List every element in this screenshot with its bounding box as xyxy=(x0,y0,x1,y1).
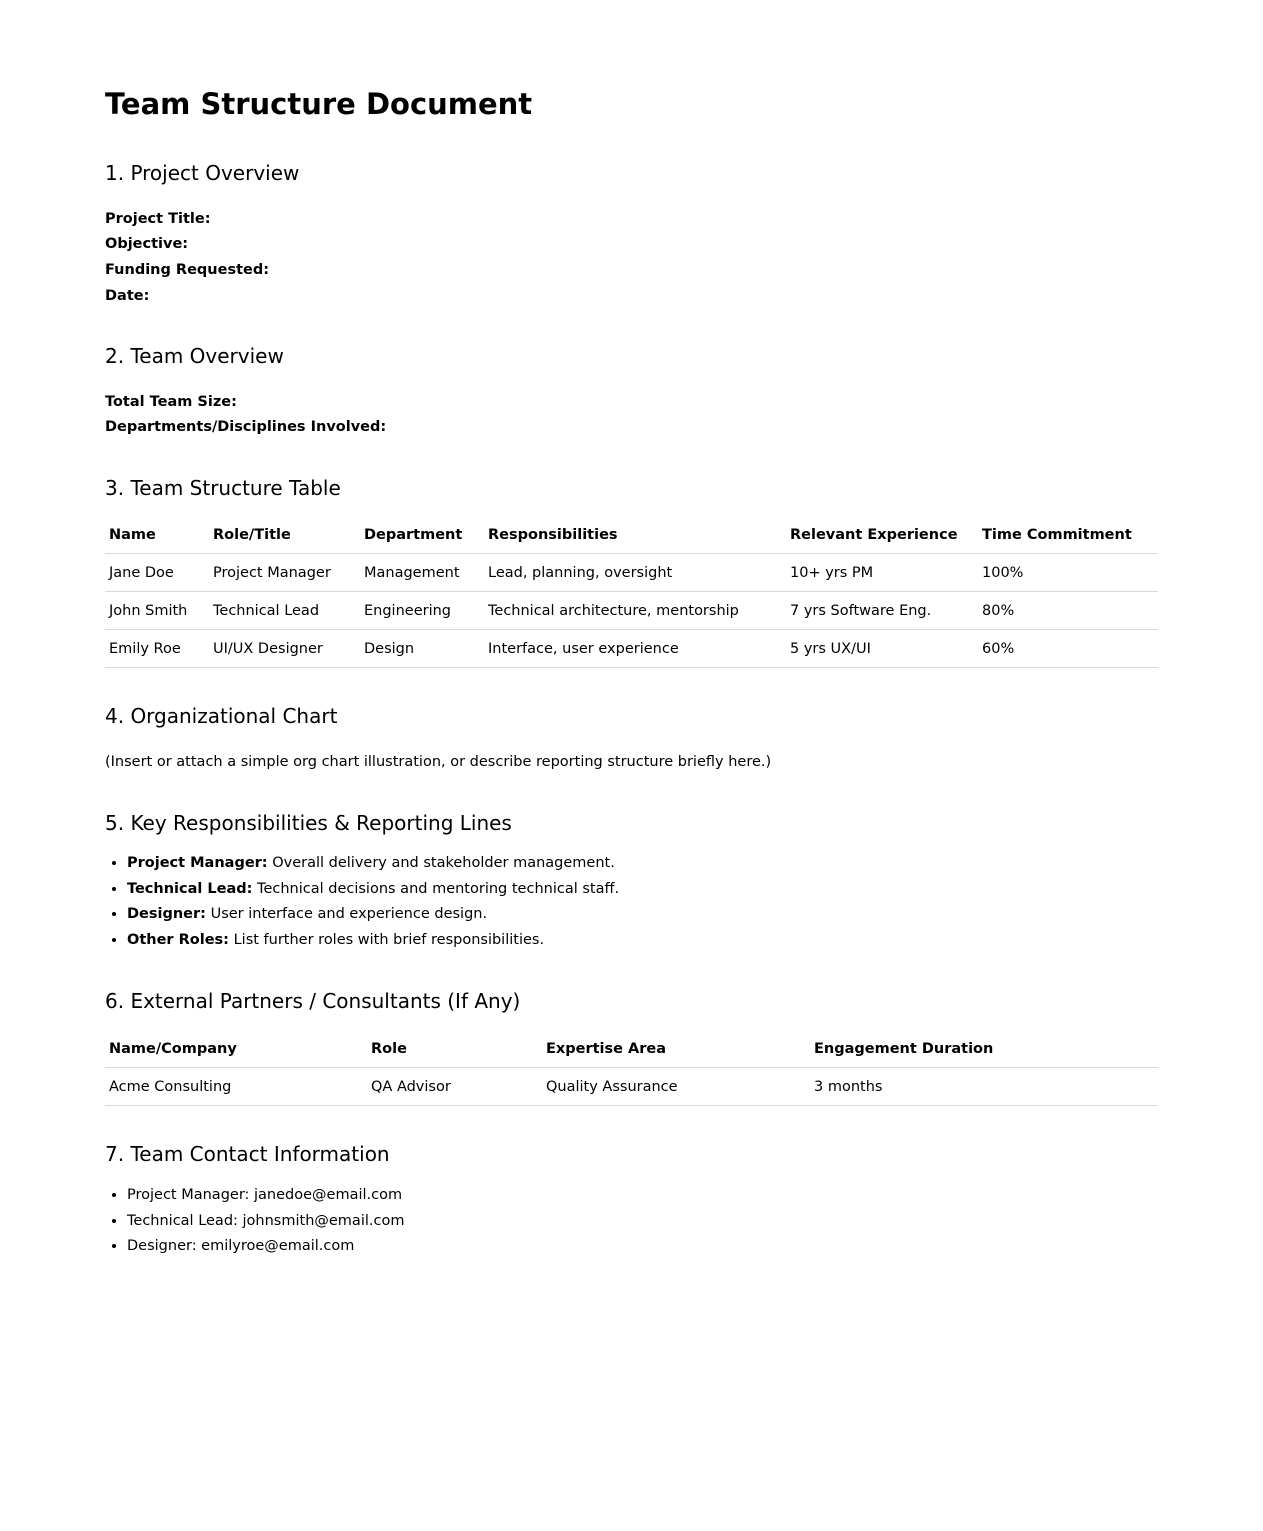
table-cell: John Smith xyxy=(105,592,209,630)
table-cell: 7 yrs Software Eng. xyxy=(786,592,978,630)
table-cell: UI/UX Designer xyxy=(209,630,360,668)
table-cell: Lead, planning, oversight xyxy=(484,554,786,592)
table-cell: 100% xyxy=(978,554,1158,592)
table-row xyxy=(105,592,1158,630)
table-row xyxy=(105,630,1158,668)
column-header: Engagement Duration xyxy=(810,1030,1158,1068)
role-label: Other Roles: xyxy=(127,932,229,949)
role-label: Designer: xyxy=(127,906,206,923)
field-objective: Objective: xyxy=(105,236,189,252)
table-cell: Management xyxy=(360,554,484,592)
table-cell: 10+ yrs PM xyxy=(786,554,978,592)
field-total-team-size: Total Team Size: xyxy=(105,394,237,410)
table-cell: 60% xyxy=(978,630,1158,668)
section-heading-responsibilities: 5. Key Responsibilities & Reporting Lines xyxy=(105,811,512,835)
column-header: Responsibilities xyxy=(484,516,786,554)
table-cell: Quality Assurance xyxy=(542,1068,810,1106)
table-cell: 80% xyxy=(978,592,1158,630)
table-cell: Technical architecture, mentorship xyxy=(484,592,786,630)
table-row xyxy=(105,1068,1158,1106)
list-item xyxy=(127,851,619,877)
responsibilities-list xyxy=(105,851,619,954)
role-label: Technical Lead: xyxy=(127,880,253,897)
table-cell: QA Advisor xyxy=(367,1068,542,1106)
section-heading-partners: 6. External Partners / Consultants (If Any) xyxy=(105,989,521,1013)
role-description: Overall delivery and stakeholder management. xyxy=(267,855,615,871)
field-project-title: Project Title: xyxy=(105,211,211,227)
table-header-row xyxy=(105,516,1158,554)
table-row xyxy=(105,554,1158,592)
team-structure-table xyxy=(105,516,1158,668)
table-cell: Interface, user experience xyxy=(484,630,786,668)
table-cell: Project Manager xyxy=(209,554,360,592)
page-title: Team Structure Document xyxy=(105,87,533,121)
list-item xyxy=(127,877,619,903)
column-header: Role/Title xyxy=(209,516,360,554)
column-header: Department xyxy=(360,516,484,554)
column-header: Role xyxy=(367,1030,542,1068)
table-cell: 3 months xyxy=(810,1068,1158,1106)
list-item: • Technical Lead: johnsmith@email.com xyxy=(127,1209,404,1235)
partners-table xyxy=(105,1030,1158,1106)
section-heading-project-overview: 1. Project Overview xyxy=(105,161,300,185)
column-header: Expertise Area xyxy=(542,1030,810,1068)
list-item xyxy=(127,928,619,954)
section-heading-org-chart: 4. Organizational Chart xyxy=(105,704,338,728)
column-header: Relevant Experience xyxy=(786,516,978,554)
column-header: Name xyxy=(105,516,209,554)
field-funding-requested: Funding Requested: xyxy=(105,262,270,278)
table-cell: Design xyxy=(360,630,484,668)
table-cell: Acme Consulting xyxy=(105,1068,367,1106)
role-description: List further roles with brief responsibilities. xyxy=(228,932,545,949)
table-cell: Jane Doe xyxy=(105,554,209,592)
column-header: Name/Company xyxy=(105,1030,367,1068)
table-cell: Emily Roe xyxy=(105,630,209,668)
role-description: User interface and experience design. xyxy=(205,906,488,923)
section-heading-contacts: 7. Team Contact Information xyxy=(105,1142,390,1166)
field-date: Date: xyxy=(105,288,150,304)
list-item: • Designer: emilyroe@email.com xyxy=(127,1234,404,1260)
list-item xyxy=(127,902,619,928)
table-cell: 5 yrs UX/UI xyxy=(786,630,978,668)
contacts-list xyxy=(105,1183,404,1260)
role-label: Project Manager: xyxy=(127,855,268,871)
section-heading-team-overview: 2. Team Overview xyxy=(105,344,284,368)
table-header-row xyxy=(105,1030,1158,1068)
field-departments: Departments/Disciplines Involved: xyxy=(105,419,387,435)
org-chart-placeholder-text: (Insert or attach a simple org chart illustration, or describe reporting structure briefly here.) xyxy=(105,754,772,770)
table-cell: Engineering xyxy=(360,592,484,630)
table-cell: Technical Lead xyxy=(209,592,360,630)
column-header: Time Commitment xyxy=(978,516,1158,554)
list-item: • Project Manager: janedoe@email.com xyxy=(127,1183,404,1209)
role-description: Technical decisions and mentoring technical staff. xyxy=(252,880,620,897)
section-heading-team-structure: 3. Team Structure Table xyxy=(105,476,341,500)
